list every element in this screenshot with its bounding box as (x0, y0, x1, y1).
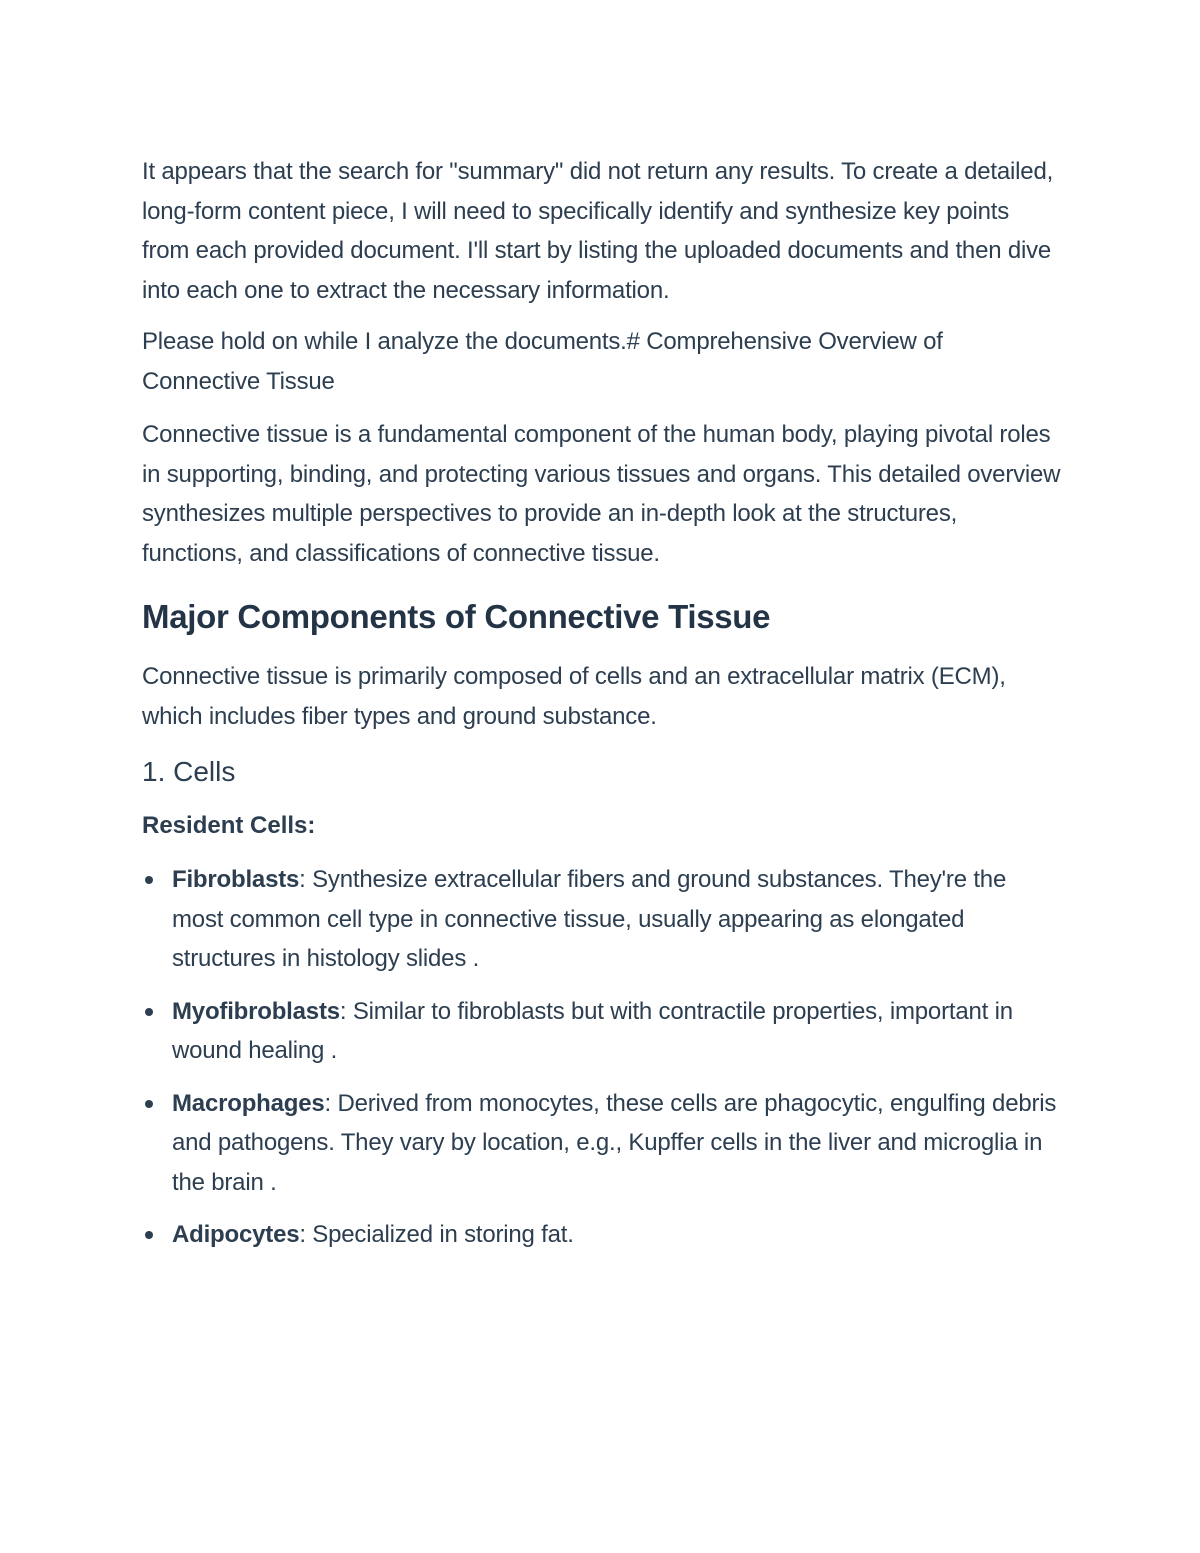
intro-paragraph: It appears that the search for "summary" did not return any results. To create a detailed, long-form content piece, I will need to specifically identify and synthesize key points from each provided document. I'll start by listing the uploaded documents and then dive into each one to extract the necessary information. (142, 158, 1054, 304)
bullet-icon (145, 1231, 153, 1239)
hold-paragraph: Please hold on while I analyze the documents.# Comprehensive Overview of Connective Tissue (142, 328, 943, 395)
cell-list (142, 860, 1062, 1255)
list-item (142, 860, 1062, 979)
subsection-heading: 1. Cells (142, 756, 236, 787)
list-item (142, 992, 1062, 1071)
bullet-icon (145, 876, 153, 884)
bullet-icon (145, 1100, 153, 1108)
overview-paragraph: Connective tissue is a fundamental component of the human body, playing pivotal roles in supporting, binding, and protecting various tissues and organs. This detailed overview synthesizes multiple perspectives to provide an in-depth look at the structures, functions, and classifications of connective tissue. (142, 421, 1061, 567)
list-item-text: : Similar to fibroblasts but with contractile properties, important in wound healing . (172, 997, 1013, 1064)
section-heading: Major Components of Connective Tissue (142, 598, 771, 635)
list-item (142, 1215, 1062, 1255)
bullet-icon (145, 1008, 153, 1016)
list-item-text: : Specialized in storing fat. (299, 1221, 574, 1248)
list-item-text: : Synthesize extracellular fibers and ground substances. They're the most common cell type in connective tissue, usually appearing as elongated structures in histology slides . (172, 866, 1007, 972)
list-item-text: : Derived from monocytes, these cells are phagocytic, engulfing debris and pathogens. They vary by location, e.g., Kupffer cells in the liver and microglia in the brain . (172, 1089, 1057, 1196)
list-item-term: Fibroblasts (172, 866, 300, 893)
list-item-term: Macrophages (172, 1089, 325, 1117)
document-page (142, 152, 1062, 1268)
list-item-term: Adipocytes (172, 1221, 300, 1248)
resident-cells-subhead: Resident Cells: (142, 812, 316, 839)
section-intro-paragraph: Connective tissue is primarily composed of cells and an extracellular matrix (ECM), which includes fiber types and ground substance. (142, 663, 1006, 730)
list-item (142, 1084, 1062, 1203)
list-item-term: Myofibroblasts (172, 997, 340, 1025)
